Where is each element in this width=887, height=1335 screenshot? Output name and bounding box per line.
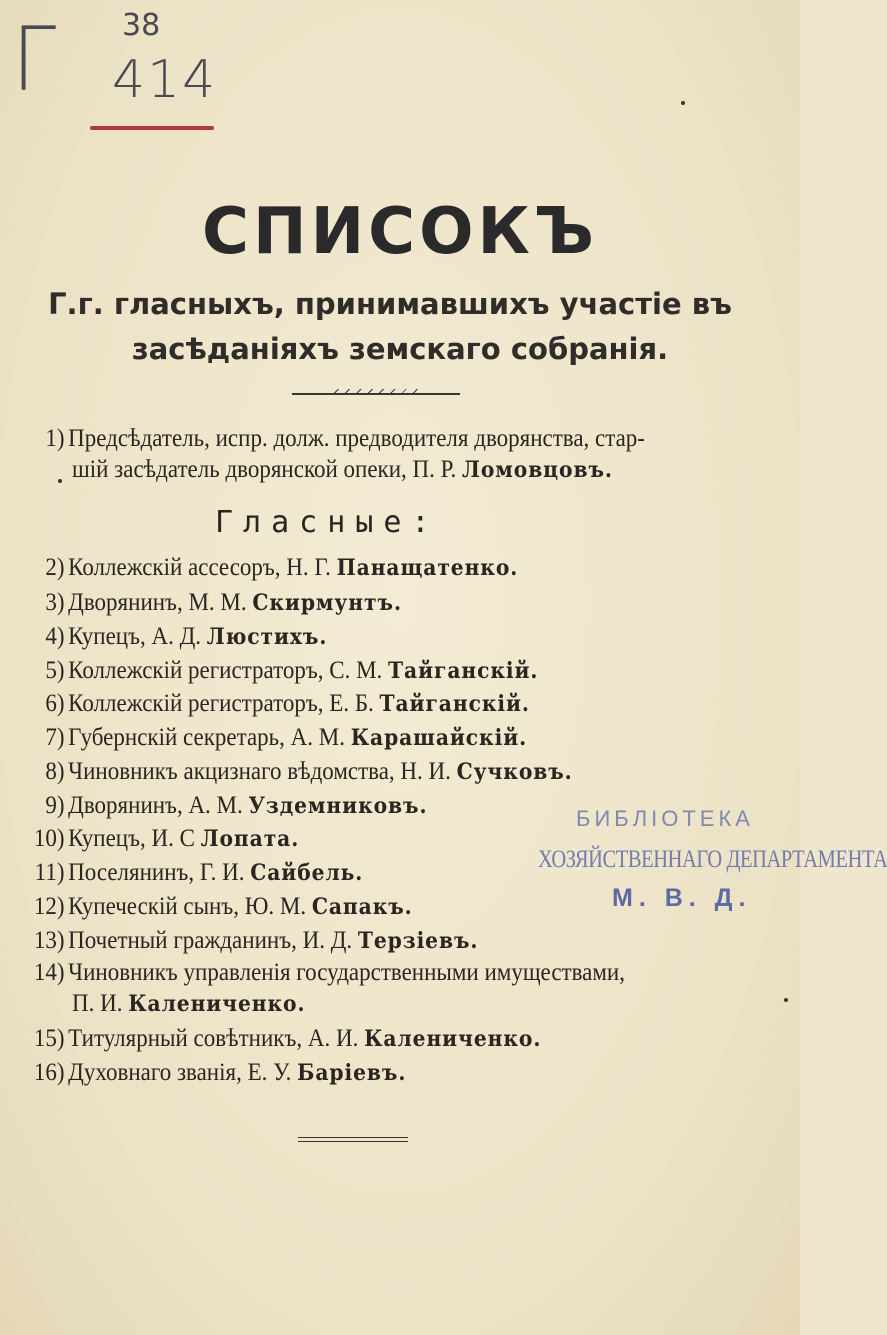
item-number: 10)	[33, 825, 65, 852]
list-item	[24, 622, 327, 652]
document-title: СПИСОКЪ	[202, 195, 598, 269]
closing-rule	[298, 1141, 408, 1142]
item-text: Губернскій секретарь, А. М.	[68, 724, 345, 751]
item-text: Чиновникъ управленія государственными имуществами,	[68, 959, 625, 986]
person-name: Калениченко.	[364, 1026, 542, 1052]
paper-speck	[681, 101, 685, 105]
shelf-mark-top-number: 38	[122, 8, 161, 43]
list-item	[24, 824, 299, 854]
person-name: Терзіевъ.	[357, 928, 479, 954]
ornamental-divider	[292, 393, 460, 395]
item-text: Почетный гражданинъ, И. Д.	[68, 927, 353, 954]
person-name: Скирмунтъ.	[252, 590, 402, 616]
person-name: Люстихъ.	[206, 624, 328, 650]
library-stamp-line-3: М. В. Д.	[612, 884, 752, 912]
list-item	[24, 926, 478, 956]
person-name: Сайбель.	[250, 860, 364, 886]
person-name: Тайганскій.	[388, 658, 539, 684]
list-item	[24, 1024, 541, 1054]
list-item	[24, 424, 645, 454]
person-name: Тайганскій.	[379, 691, 530, 717]
shelf-mark-number: 414	[112, 50, 218, 110]
item-text: П. И.	[72, 990, 123, 1017]
subtitle-line-2: засѣданіяхъ земскаго собранія.	[131, 332, 669, 366]
item-number: 15)	[33, 1025, 65, 1052]
item-number: 5)	[45, 657, 65, 684]
item-text: Коллежскій ассесоръ, Н. Г.	[68, 554, 331, 581]
person-name: Лопата.	[200, 826, 300, 852]
item-text: Предсѣдатель, испр. долж. предводителя дворянства, стар-	[68, 425, 645, 452]
item-number: 3)	[45, 589, 65, 616]
person-name: Сучковъ.	[456, 759, 573, 785]
list-item	[24, 757, 573, 787]
item-text: Чиновникъ акцизнаго вѣдомства, Н. И.	[68, 758, 451, 785]
person-name: Ломовцовъ.	[462, 457, 613, 483]
closing-rule	[298, 1137, 408, 1138]
item-text: Духовнаго званія, Е. У.	[68, 1059, 292, 1086]
item-number: 13)	[33, 927, 65, 954]
item-text: Поселянинъ, Г. И.	[68, 859, 245, 886]
item-text: шій засѣдатель дворянской опеки, П. Р.	[72, 456, 457, 483]
item-text: Дворянинъ, М. М.	[68, 589, 247, 616]
item-text: Купецъ, А. Д.	[68, 623, 202, 650]
item-text: Коллежскій регистраторъ, Е. Б.	[68, 690, 374, 717]
person-name: Карашайскій.	[350, 725, 528, 751]
item-number: 4)	[45, 623, 65, 650]
list-item	[24, 656, 538, 686]
subtitle-line-1: Г.г. гласныхъ, принимавшихъ участіе въ	[48, 287, 732, 321]
paper-speck	[58, 479, 62, 483]
person-name: Сапакъ.	[311, 894, 413, 920]
item-text: Дворянинъ, А. М.	[68, 792, 243, 819]
list-item-continuation	[72, 456, 613, 484]
list-item	[24, 858, 363, 888]
person-name: Уздемниковъ.	[248, 793, 428, 819]
item-text: Коллежскій регистраторъ, С. М.	[68, 657, 383, 684]
list-item	[24, 958, 625, 988]
item-number: 7)	[45, 724, 65, 751]
list-item	[24, 588, 402, 618]
item-number: 11)	[34, 859, 65, 886]
item-number: 1)	[45, 425, 65, 452]
list-item	[24, 723, 527, 753]
item-text: Купеческій сынъ, Ю. М.	[68, 893, 307, 920]
item-number: 16)	[33, 1059, 65, 1086]
list-item	[24, 1058, 406, 1088]
item-number: 6)	[45, 690, 65, 717]
item-number: 12)	[33, 893, 65, 920]
paper-speck	[784, 998, 788, 1002]
shelf-mark	[12, 8, 218, 128]
item-number: 8)	[45, 758, 65, 785]
item-text: Титулярный совѣтникъ, А. И.	[68, 1025, 359, 1052]
library-stamp-line-1: БИБЛІОТЕКА	[576, 806, 754, 831]
list-item	[24, 689, 530, 719]
list-item	[24, 892, 413, 922]
list-item-continuation	[72, 990, 305, 1018]
section-heading: Гласные:	[215, 505, 440, 540]
red-underline	[90, 126, 214, 130]
person-name: Калениченко.	[128, 991, 306, 1017]
item-number: 14)	[33, 959, 65, 986]
list-item	[24, 791, 427, 821]
item-number: 2)	[45, 554, 65, 581]
library-stamp-line-2: ХОЗЯЙСТВЕННАГО ДЕПАРТАМЕНТА	[538, 846, 887, 873]
item-number: 9)	[45, 792, 65, 819]
list-item	[24, 553, 518, 583]
person-name: Панащатенко.	[336, 555, 519, 581]
shelf-mark-letter: Г	[12, 8, 51, 111]
person-name: Баріевъ.	[297, 1060, 407, 1086]
item-text: Купецъ, И. С	[68, 825, 195, 852]
